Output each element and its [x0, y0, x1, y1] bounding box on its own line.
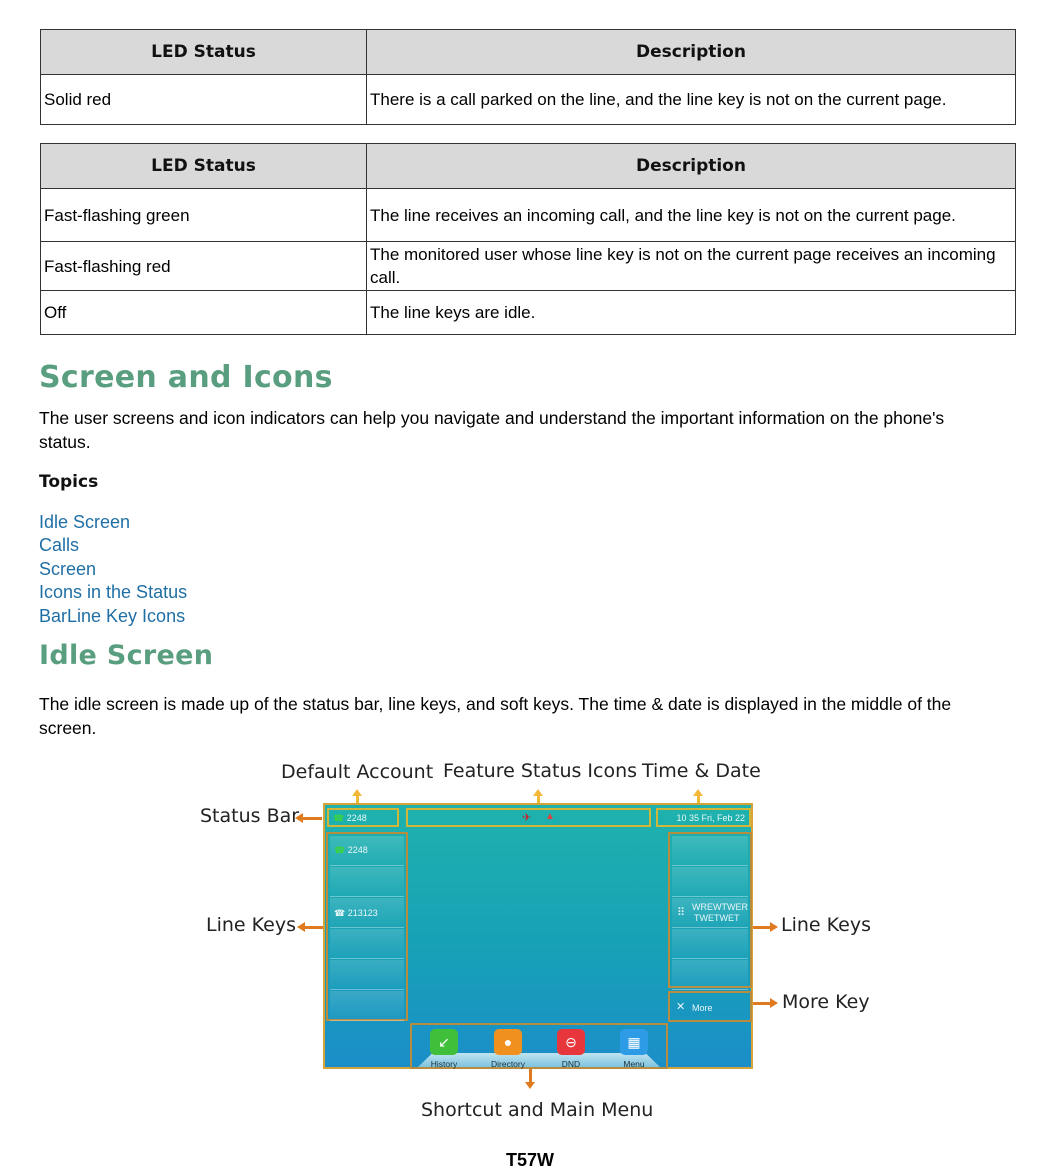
label-time-date: Time & Date [642, 760, 761, 782]
topics-label: Topics [39, 472, 99, 492]
label-more-key: More Key [782, 991, 870, 1013]
led-status-cell: Fast-flashing red [41, 242, 367, 291]
topic-item [39, 534, 187, 557]
default-account-number: 2248 [346, 813, 367, 823]
column-header-led-status: LED Status [41, 30, 367, 75]
line-key[interactable] [330, 991, 404, 1021]
intro-paragraph: The user screens and icon indicators can help you navigate and understand the important information on the phone's status. [39, 408, 945, 452]
line-key[interactable] [672, 960, 748, 990]
led-status-cell: Fast-flashing green [41, 189, 367, 242]
line-key[interactable] [672, 867, 748, 897]
line-key[interactable]: ☎ 213123 [330, 898, 404, 928]
line-key[interactable] [672, 929, 748, 959]
arrow-head-right [770, 998, 778, 1008]
idle-screen-paragraph: The idle screen is made up of the status bar, line keys, and soft keys. The time & date is displayed in the middle of the screen. [39, 694, 952, 738]
status-bar-feature-icons [406, 808, 651, 827]
topic-link-screen[interactable]: Screen [39, 558, 97, 579]
topic-item [39, 581, 187, 604]
keypad-icon: ⠿ [677, 907, 686, 919]
column-header-description: Description [367, 144, 1016, 189]
description-cell: There is a call parked on the line, and the line key is not on the current page. [367, 75, 1016, 125]
line-key[interactable] [672, 898, 748, 928]
topic-item [39, 511, 187, 534]
dock-label-history: History [430, 1059, 458, 1069]
line-key[interactable]: ☎ 2248 [330, 836, 404, 866]
more-key-label: More [692, 1003, 713, 1013]
topic-link-barline-key-icons[interactable]: BarLine Key Icons [39, 605, 186, 626]
arrow-head-left [297, 922, 305, 932]
line-key[interactable] [330, 960, 404, 990]
led-status-cell: Solid red [41, 75, 367, 125]
line-key[interactable] [330, 929, 404, 959]
green-phone-icon: ☎ [333, 813, 345, 823]
dock-label-menu: Menu [623, 1059, 645, 1069]
figure-caption: T57W [506, 1150, 555, 1170]
phone-screen [323, 803, 753, 1069]
arrow-shortcut-menu [529, 1069, 532, 1083]
led-status-table-2 [40, 143, 1016, 335]
arrow-head-up [533, 789, 543, 796]
table-header-row [41, 30, 1016, 75]
time-date-text: 10 35 Fri, Feb 22 [676, 813, 745, 823]
right-line-keys [668, 832, 752, 988]
topic-link-calls[interactable]: Calls [39, 535, 80, 556]
table-row [41, 75, 1016, 125]
arrow-head-up [352, 789, 362, 796]
dock-label-directory: Directory [490, 1059, 525, 1069]
green-phone-icon: ☎ [334, 845, 346, 855]
missed-call-icon: ✈ [522, 812, 532, 824]
idle-screen-diagram [190, 755, 890, 1125]
label-line-keys-left: Line Keys [206, 914, 296, 936]
label-default-account: Default Account [281, 761, 434, 783]
status-bar-time-date [656, 808, 751, 827]
more-key[interactable] [668, 991, 752, 1022]
arrow-head-left [295, 813, 303, 823]
arrow-line-keys-right [753, 926, 771, 929]
led-status-cell: Off [41, 291, 367, 335]
description-cell: The monitored user whose line key is not on the current page receives an incoming call. [367, 242, 1016, 291]
left-line-keys [326, 832, 408, 1021]
topic-link-icons-in-status[interactable]: Icons in the Status [39, 582, 188, 603]
arrow-more-key [753, 1002, 771, 1005]
label-status-bar: Status Bar [200, 805, 300, 827]
topic-link-idle-screen[interactable]: Idle Screen [39, 512, 131, 532]
led-status-table-1 [40, 29, 1016, 125]
arrow-head-down [525, 1082, 535, 1089]
section-heading-screen-and-icons: Screen and Icons [39, 360, 333, 395]
label-feature-status-icons: Feature Status Icons [443, 760, 638, 782]
topic-item [39, 558, 187, 581]
phone-icon: ☎ [334, 908, 346, 918]
status-bar-account [327, 808, 399, 827]
dnd-icon[interactable]: ⊖ [557, 1029, 585, 1055]
description-cell: The line receives an incoming call, and the line key is not on the current page. [367, 189, 1016, 242]
arrow-head-right [770, 922, 778, 932]
topics-list [39, 511, 187, 628]
table-header-row [41, 144, 1016, 189]
warning-icon: ▲ [545, 811, 555, 822]
arrow-line-keys-left [304, 926, 324, 929]
label-line-keys-right: Line Keys [781, 914, 871, 936]
line-key[interactable] [330, 867, 404, 897]
line-key-label-2: TWETWET [694, 913, 740, 923]
directory-icon[interactable]: ● [494, 1029, 522, 1055]
arrow-status-bar [302, 817, 322, 820]
column-header-led-status: LED Status [41, 144, 367, 189]
line-key[interactable] [672, 836, 748, 866]
dock-label-dnd: DND [561, 1059, 581, 1069]
arrow-head-up [693, 789, 703, 796]
label-shortcut-main-menu: Shortcut and Main Menu [421, 1099, 654, 1121]
table-row [41, 189, 1016, 242]
more-icon: ✕ [676, 1001, 686, 1013]
menu-icon[interactable]: ▦ [620, 1029, 648, 1055]
history-icon[interactable]: ↙ [430, 1029, 458, 1055]
column-header-description: Description [367, 30, 1016, 75]
topic-item [39, 605, 187, 628]
section-heading-idle-screen: Idle Screen [39, 640, 214, 671]
table-row [41, 291, 1016, 335]
shortcut-dock [410, 1023, 668, 1069]
line-key-label-1: WREWTWER [692, 902, 748, 912]
table-row [41, 242, 1016, 291]
description-cell: The line keys are idle. [367, 291, 1016, 335]
